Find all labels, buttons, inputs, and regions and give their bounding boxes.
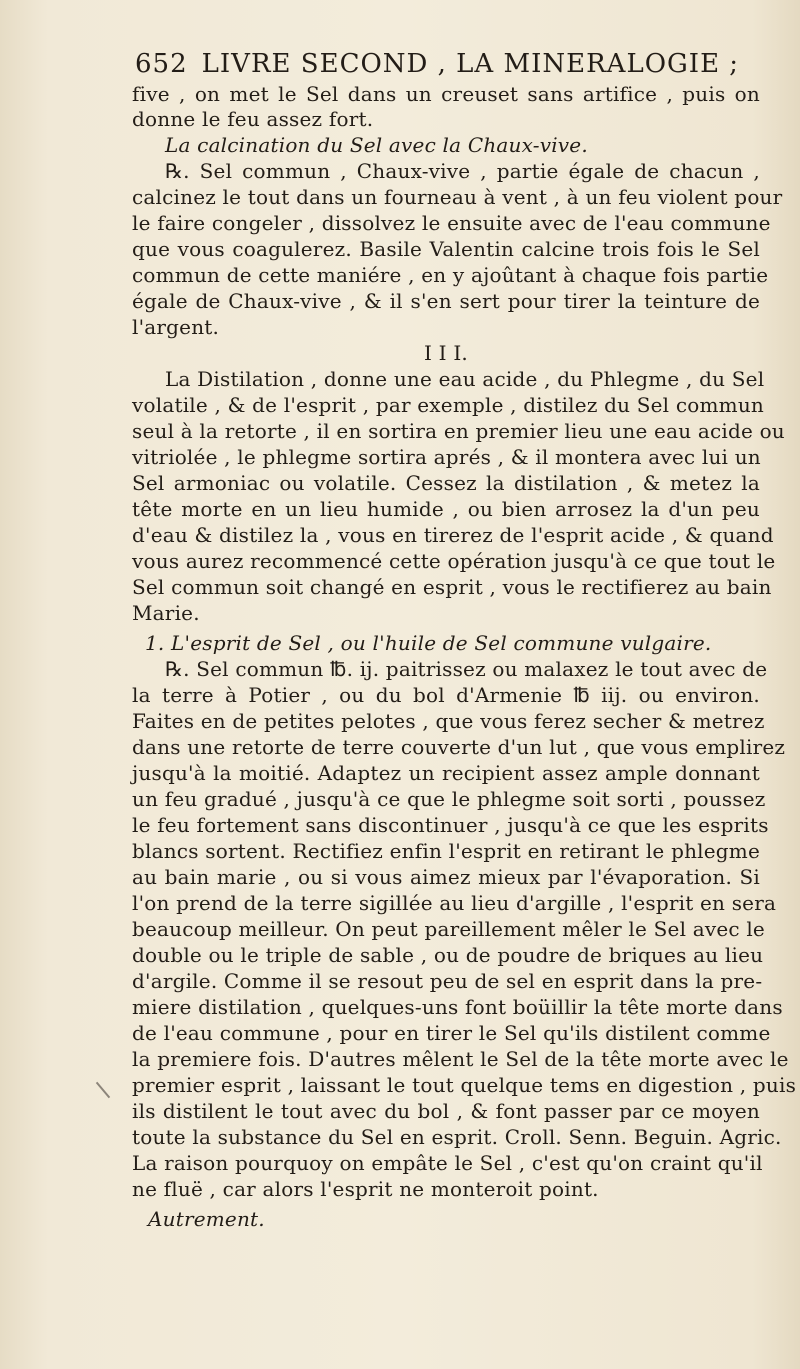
text-line: five , on met le Sel dans un creuset sans artifice , puis on (132, 82, 760, 106)
text-line: ils distilent le tout avec du bol , & font passer par ce moyen (132, 1099, 760, 1123)
text-line: d'argile. Comme il se resout peu de sel en esprit dans la pre- (132, 969, 763, 993)
running-header (135, 44, 740, 84)
text-line: le feu fortement sans discontinuer , jusqu'à ce que les esprits (132, 813, 769, 837)
recipe-line: ℞. Sel commun ℔. ij. paitrissez ou malaxez le tout avec de (165, 657, 768, 681)
text-line: la terre à Potier , ou du bol d'Armenie ℔ iij. ou environ. (132, 683, 760, 707)
text-line: au bain marie , ou si vous aimez mieux par l'évaporation. Si (132, 865, 760, 889)
text-line: beaucoup meilleur. On peut pareillement mêler le Sel avec le (132, 917, 765, 941)
section-heading: La calcination du Sel avec la Chaux-vive. (165, 133, 588, 157)
text-line: Sel commun soit changé en esprit , vous le rectifierez au bain (132, 575, 772, 599)
margin-pencil-mark (96, 1082, 110, 1099)
text-line: de l'eau commune , pour en tirer le Sel qu'ils distilent comme (132, 1021, 771, 1045)
text-line: vitriolée , le phlegme sortira aprés , & il montera avec lui un (132, 445, 761, 469)
section-number: I I I. (424, 341, 468, 365)
text-line: premier esprit , laissant le tout quelque tems en digestion , puis (132, 1073, 797, 1097)
text-line: double ou le triple de sable , ou de poudre de briques au lieu (132, 943, 764, 967)
text-line: Sel armoniac ou volatile. Cessez la distilation , & metez la (132, 471, 760, 495)
text-line: la premiere fois. D'autres mêlent le Sel de la tête morte avec le (132, 1047, 789, 1071)
text-line: La raison pourquoy on empâte le Sel , c'est qu'on craint qu'il (132, 1151, 763, 1175)
text-line: dans une retorte de terre couverte d'un lut , que vous emplirez (132, 735, 786, 759)
header-title: LIVRE SECOND , LA MINERALOGIE ; (201, 49, 740, 79)
text-line: miere distilation , quelques-uns font boüillir la tête morte dans (132, 995, 783, 1019)
text-line: ne fluë , car alors l'esprit ne monteroit point. (132, 1177, 599, 1201)
text-line: commun de cette maniére , en y ajoûtant à chaque fois partie (132, 263, 769, 287)
text-line: d'eau & distilez la , vous en tirerez de l'esprit acide , & quand (132, 523, 774, 547)
text-line: un feu gradué , jusqu'à ce que le phlegme soit sorti , poussez (132, 787, 766, 811)
text-line: vous aurez recommencé cette opération jusqu'à ce que tout le (132, 549, 776, 573)
text-line: toute la substance du Sel en esprit. Croll. Senn. Beguin. Agric. (132, 1125, 782, 1149)
text-line: le faire congeler , dissolvez le ensuite avec de l'eau commune (132, 211, 771, 235)
text-line: tête morte en un lieu humide , ou bien arrosez la d'un peu (132, 497, 760, 521)
section-heading: 1. L'esprit de Sel , ou l'huile de Sel commune vulgaire. (145, 631, 712, 655)
text-line: donne le feu assez fort. (132, 107, 374, 131)
text-line: l'argent. (132, 315, 220, 339)
text-line: volatile , & de l'esprit , par exemple , distilez du Sel commun (132, 393, 764, 417)
text-line: jusqu'à la moitié. Adaptez un recipient assez ample donnant (132, 761, 760, 785)
text-line: La Distilation , donne une eau acide , du Phlegme , du Sel (165, 367, 765, 391)
recipe-line: ℞. Sel commun , Chaux-vive , partie égale de chacun , (165, 159, 760, 183)
text-line: calcinez le tout dans un fourneau à vent , à un feu violent pour (132, 185, 783, 209)
text-line: blancs sortent. Rectifiez enfin l'esprit en retirant le phlegme (132, 839, 760, 863)
text-line: égale de Chaux-vive , & il s'en sert pour tirer la teinture de (132, 289, 760, 313)
text-line: que vous coagulerez. Basile Valentin calcine trois fois le Sel (132, 237, 760, 261)
page-number: 652 (135, 49, 188, 79)
text-line: Marie. (132, 601, 200, 625)
text-line: Faites en de petites pelotes , que vous ferez secher & metrez (132, 709, 765, 733)
text-line: seul à la retorte , il en sortira en premier lieu une eau acide ou (132, 419, 785, 443)
section-heading: Autrement. (148, 1207, 265, 1231)
text-line: l'on prend de la terre sigillée au lieu d'argille , l'esprit en sera (132, 891, 777, 915)
